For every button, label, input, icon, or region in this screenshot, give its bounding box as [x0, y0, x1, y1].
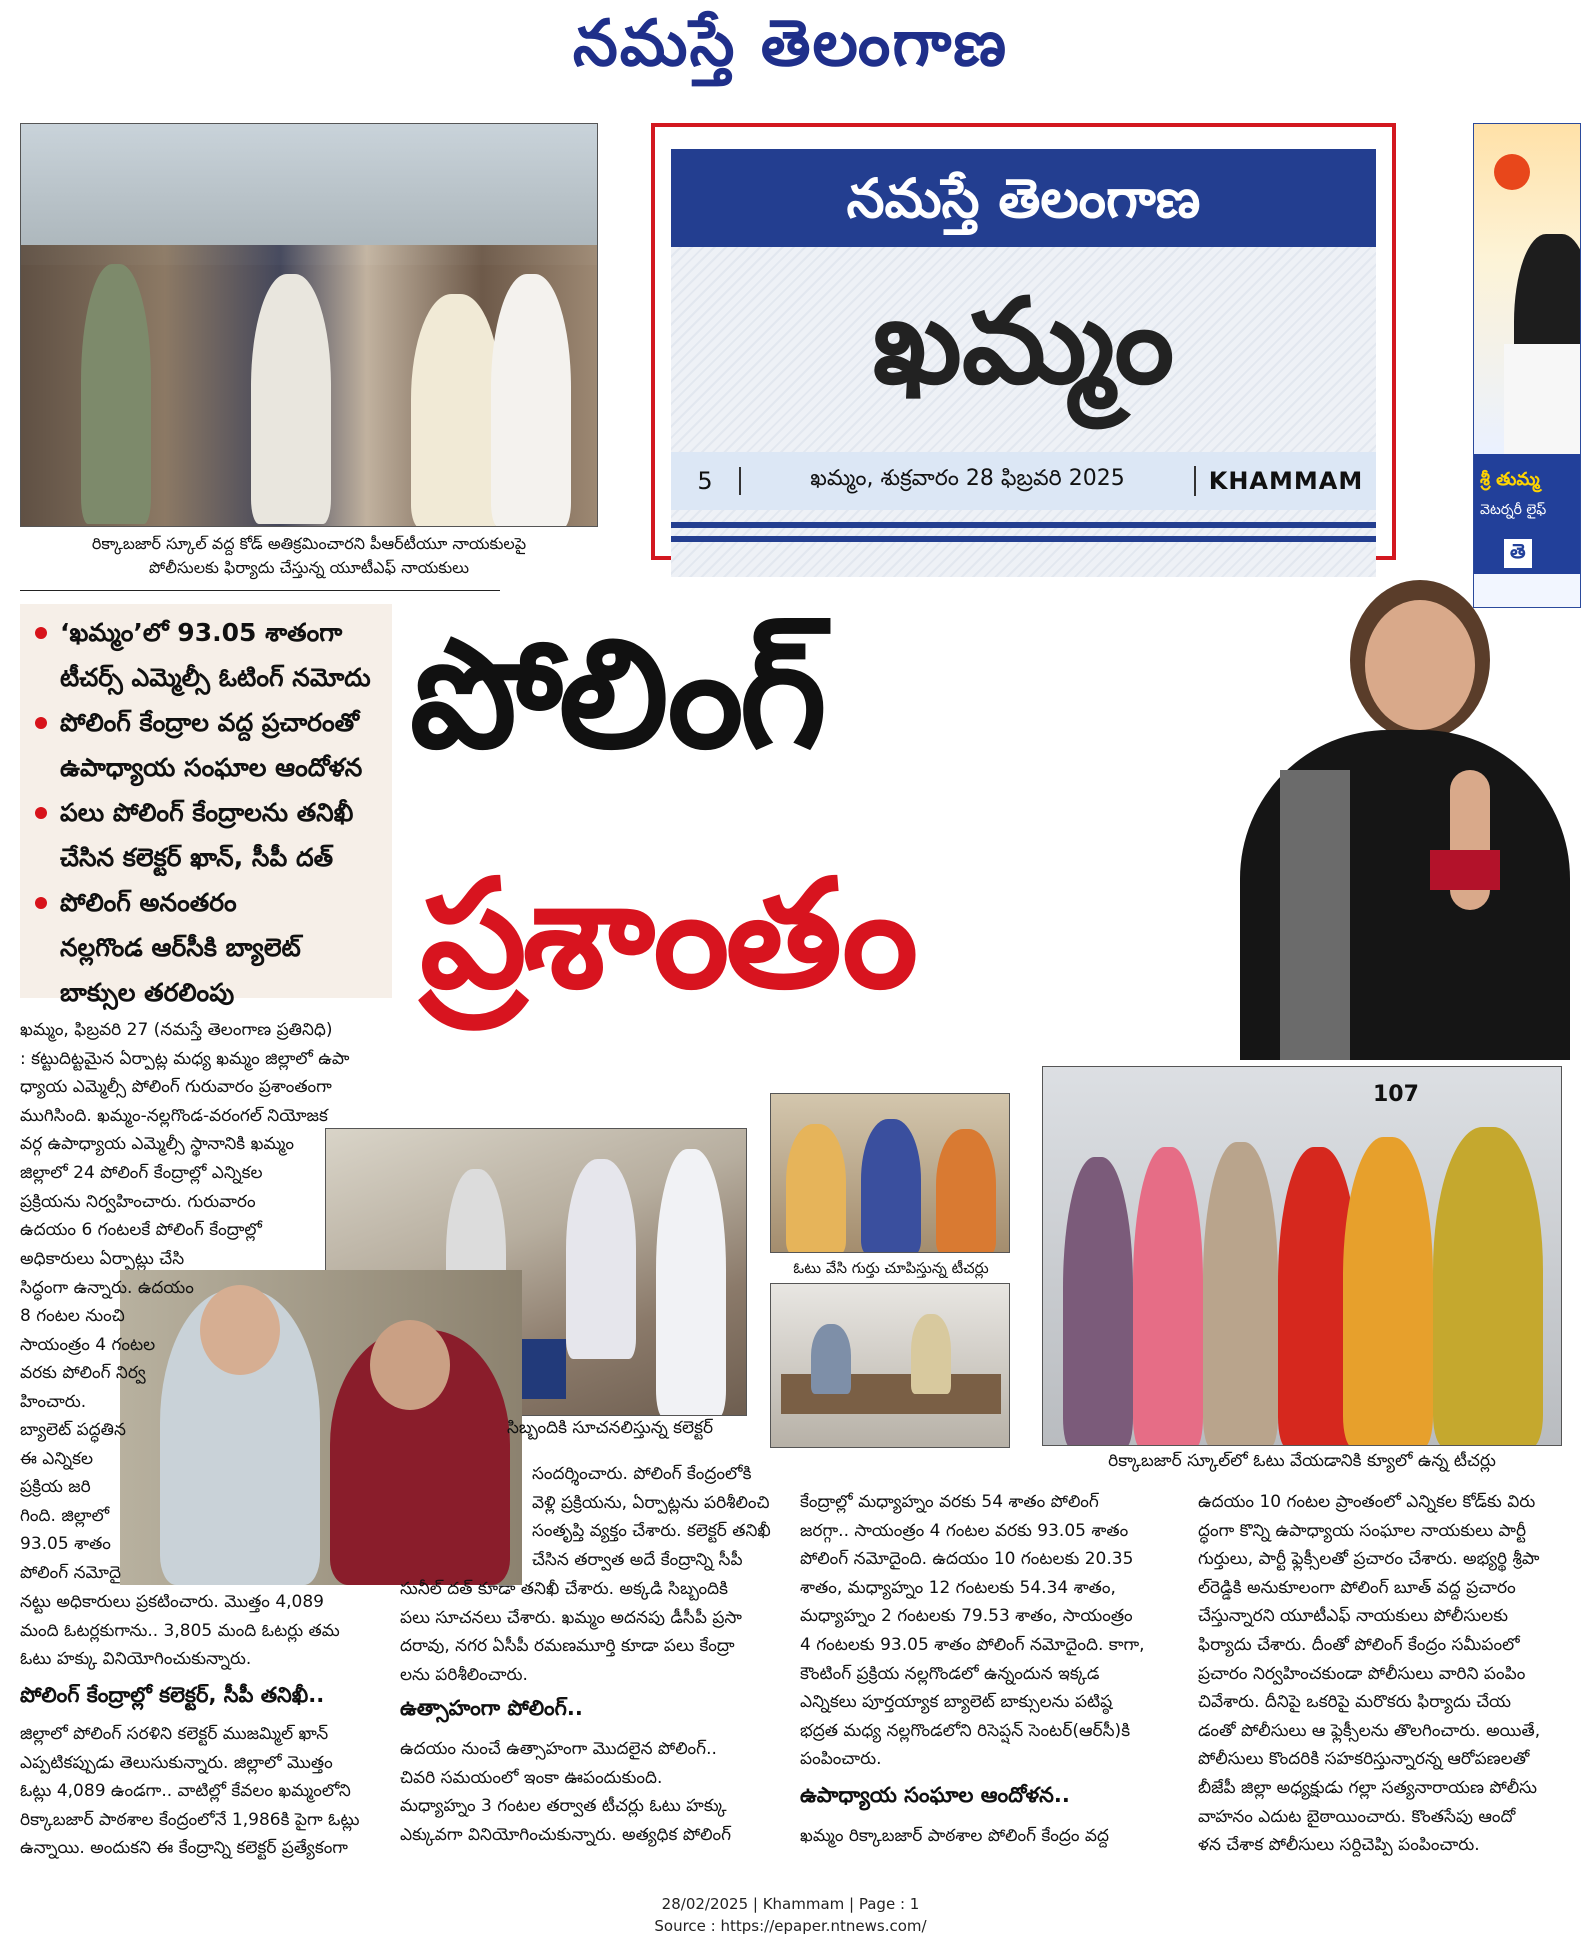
side-advertisement [1473, 123, 1581, 608]
text-line: చేస్తున్నారని యూటీఎఫ్ నాయకులు పోలీసులకు [1198, 1606, 1508, 1627]
text-line: భద్రత మధ్య నల్లగొండలోని రిసెప్షన్ సెంటర్(ఆర్‌సీ)కి [800, 1720, 1131, 1741]
highlight-item: పోలింగ్ అనంతరం నల్లగొండ ఆర్‌సీకి బ్యాలెట్ బాక్సుల తరలింపు [20, 880, 392, 1015]
text-line: మధ్యాహ్నం 2 గంటలకు 79.53 శాతం, సాయంత్రం [800, 1606, 1133, 1627]
text-line: సంతృప్తి వ్యక్తం చేశారు. కలెక్టర్ తనిఖీ [532, 1521, 771, 1542]
page-number: 5 [671, 467, 741, 495]
text-line: పోలీసులు కొందరికి సహకరిస్తున్నారన్న ఆరోపణలతో [1198, 1749, 1530, 1770]
ad-tail: తె [1504, 539, 1532, 568]
caption-line: పోలీసులకు ఫిర్యాదు చేస్తున్న యూటీఎఫ్ నాయకులు [148, 558, 470, 577]
footer-date-page: 28/02/2025 | Khammam | Page : 1 [661, 1895, 920, 1913]
text-line: రిక్కాబజార్ పాఠశాల కేంద్రంలోనే 1,986కి పైగా ఓట్లు [20, 1809, 360, 1830]
text-line: ల్‌రెడ్డికి అనుకూలంగా పోలింగ్ బూత్ వద్ద ప్రచారం [1198, 1577, 1516, 1598]
text-line: ఖమ్మం రిక్కాబజార్ పాఠశాల పోలింగ్ కేంద్రం వద్ద [800, 1826, 1109, 1846]
article-column-1-bottom [20, 1720, 385, 1863]
article-column-4 [1198, 1488, 1563, 1860]
text-line: 93.05 శాతం [20, 1534, 111, 1555]
text-line: శాతం, మధ్యాహ్నం 12 గంటలకు 54.34 శాతం, [800, 1577, 1116, 1598]
article-column-1-cont [20, 1588, 385, 1674]
text-line: చివరి సమయంలో ఇంకా ఊపందుకుంది. [400, 1767, 663, 1788]
headline-line2: ప్రశాంతం [420, 848, 915, 1022]
edition-box [651, 123, 1396, 560]
text-line: 8 గంటల నుంచి [20, 1306, 125, 1327]
dateline: ఖమ్మం, శుక్రవారం 28 ఫిబ్రవరి 2025 [741, 466, 1196, 496]
text-line: ఉదయం 6 గంటలకే పోలింగ్ కేంద్రాల్లో [20, 1220, 262, 1241]
photo-code-complaint-caption [20, 532, 598, 580]
article-column-3 [800, 1488, 1175, 1774]
text-line: ఉదయం నుంచే ఉత్సాహంగా మొదలైన పోలింగ్.. [400, 1739, 717, 1759]
text-line: ప్రచారం నిర్వహించకుండా పోలీసులు వారిని పంపిం [1198, 1663, 1526, 1684]
text-line: ఓట్లు 4,089 ఉండగా.. వాటిల్లో కేవలం ఖమ్మంలోని [20, 1781, 351, 1802]
text-line: దరావు, నగర ఏసీపీ రమణమూర్తి కూడా పలు కేంద్రా [400, 1636, 735, 1657]
text-line: ఉదయం 10 గంటల ప్రాంతంలో ఎన్నికల కోడ్‌కు విరు [1198, 1492, 1536, 1512]
text-line: ఫిర్యాదు చేశారు. దీంతో పోలింగ్ కేంద్రం సమీపంలో [1198, 1634, 1520, 1655]
edition-paper-name: నమస్తే తెలంగాణ [671, 149, 1376, 247]
subheading-collector-inspection: పోలింగ్ కేంద్రాల్లో కలెక్టర్, సీపీ తనిఖీ.. [20, 1683, 325, 1707]
text-line: హించారు. [20, 1391, 87, 1412]
photo-teachers-ink-caption: ఓటు వేసి గుర్తు చూపిస్తున్న టీచర్లు [793, 1259, 989, 1277]
photo-woman-voter [1200, 580, 1581, 1060]
text-line: : కట్టుదిట్టమైన ఏర్పాట్ల మధ్య ఖమ్మం జిల్లాలో ఉపా [20, 1048, 350, 1069]
room-number: 107 [1373, 1082, 1419, 1107]
article-column-2-bottom [400, 1735, 775, 1849]
divider [20, 590, 500, 591]
highlight-item: పోలింగ్ కేంద్రాల వద్ద ప్రచారంతో ఉపాధ్యాయ సంఘాల ఆందోళన [20, 700, 392, 790]
article-column-2-top [532, 1460, 777, 1574]
text-line: డంతో పోలీసులు ఆ ఫ్లెక్సీలను తొలగించారు. అయితే, [1198, 1720, 1541, 1741]
text-line: కేంద్రాల్లో మధ్యాహ్నం వరకు 54 శాతం పోలింగ్ [800, 1492, 1099, 1512]
photo-collector-caption: సిబ్బందికి సూచనలిస్తున్న కలెక్టర్ [506, 1418, 714, 1438]
edition-city-en: KHAMMAM [1208, 467, 1364, 495]
photo-code-complaint [20, 123, 598, 527]
text-line: సందర్శించారు. పోలింగ్ కేంద్రంలోకి [532, 1464, 752, 1484]
text-line: ఎక్కువగా వినియోగించుకున్నారు. అత్యధిక పోలింగ్ [400, 1824, 731, 1845]
text-line: జరగ్గా.. సాయంత్రం 4 గంటల వరకు 93.05 శాతం [800, 1520, 1129, 1541]
text-line: గుర్తులు, పార్టీ ఫ్లెక్సీలతో ప్రచారం చేశారు. అభ్యర్థి శ్రీపా [1198, 1549, 1540, 1570]
headline-line1: పోలింగ్ [410, 608, 823, 782]
text-line: చివేశారు. దీనిపై ఒకరిపై మరొకరు ఫిర్యాదు చేయ [1198, 1692, 1512, 1713]
text-line: గింది. జిల్లాలో [20, 1505, 110, 1526]
ad-subtitle: వెటర్నరీ లైఫ్ [1480, 502, 1547, 518]
text-line: వర్గ ఉపాధ్యాయ ఎమ్మెల్సీ స్థానానికి ఖమ్మం [20, 1134, 295, 1155]
text-line: పోలింగ్ నమోదై [20, 1562, 121, 1583]
footer-source: Source : https://epaper.ntnews.com/ [654, 1917, 927, 1935]
text-line: ధ్యాయ ఎమ్మెల్సీ పోలింగ్ గురువారం ప్రశాంతంగా [20, 1077, 332, 1098]
text-line: జిల్లాలో పోలింగ్ సరళిని కలెక్టర్ ముజమ్మిల్ ఖాన్ [20, 1724, 329, 1744]
text-line: ప్రక్రియ జరి [20, 1477, 91, 1498]
text-line: బీజేపీ జిల్లా అధ్యక్షుడు గల్లా సత్యనారాయణ పోలీసు [1198, 1777, 1538, 1798]
photo-queue-teachers [1042, 1066, 1562, 1446]
text-line: ప్రక్రియను నిర్వహించారు. గురువారం [20, 1191, 256, 1212]
text-line: బ్యాలెట్ పద్ధతిన [20, 1420, 126, 1440]
caption-line: రిక్కాబజార్ స్కూల్ వద్ద కోడ్ అతిక్రమించారని పీఆర్‌టీయూ నాయకులపై [91, 534, 527, 553]
photo-queue-caption: రిక్కాబజార్ స్కూల్‌లో ఓటు వేయడానికి క్యూలో ఉన్న టీచర్లు [1108, 1451, 1496, 1471]
text-line: కౌంటింగ్ ప్రక్రియ నల్లగొండలో ఉన్నందున ఇక్కడ [800, 1663, 1100, 1684]
subheading-enthusiastic-polling: ఉత్సాహంగా పోలింగ్.. [400, 1696, 583, 1720]
masthead-logo: నమస్తే తెలంగాణ [572, 6, 1009, 81]
highlight-item: ‘ఖమ్మం’లో 93.05 శాతంగా టీచర్స్ ఎమ్మెల్సీ ఓటింగ్ నమోదు [20, 610, 392, 700]
text-line: జిల్లాలో 24 పోలింగ్ కేంద్రాల్లో ఎన్నికల [20, 1162, 263, 1183]
text-line: వరకు పోలింగ్ నిర్వ [20, 1363, 146, 1384]
edition-strip [671, 452, 1376, 510]
text-line: వాహనం ఎదుట బైఠాయించారు. కొంతసేపు ఆందో [1198, 1806, 1516, 1827]
text-line: పలు సూచనలు చేశారు. ఖమ్మం అదనపు డీసీపీ ప్రసా [400, 1607, 742, 1628]
text-line: పంపించారు. [800, 1749, 882, 1770]
text-line: మధ్యాహ్నం 3 గంటల తర్వాత టీచర్లు ఓటు హక్కు [400, 1796, 727, 1817]
text-line: సిద్ధంగా ఉన్నారు. ఉదయం [20, 1277, 194, 1298]
article-column-3-bottom [800, 1822, 1175, 1851]
photo-teachers-ink [770, 1093, 1010, 1253]
text-line: చేసిన తర్వాత అదే కేంద్రాన్ని సీపీ [532, 1549, 743, 1570]
text-line: ఖమ్మం, ఫిబ్రవరి 27 (నమస్తే తెలంగాణ ప్రతినిధి) [20, 1020, 333, 1040]
ad-name: శ్రీ తుమ్మ [1480, 469, 1540, 490]
article-column-2 [400, 1575, 775, 1689]
text-line: నట్టు అధికారులు ప్రకటించారు. మొత్తం 4,089 [20, 1592, 324, 1612]
text-line: ఉన్నాయి. అందుకని ఈ కేంద్రాన్ని కలెక్టర్ ప్రత్యేకంగా [20, 1838, 348, 1859]
text-line: ముగిసింది. ఖమ్మం-నల్లగొండ-వరంగల్ నియోజక [20, 1105, 328, 1126]
subheading-teachers-protest: ఉపాధ్యాయ సంఘాల ఆందోళన.. [800, 1783, 1070, 1807]
text-line: 4 గంటలకు 93.05 శాతం పోలింగ్ నమోదైంది. కాగా, [800, 1634, 1145, 1655]
text-line: ళన చేశాక పోలీసులు సర్దిచెప్పి పంపించారు. [1198, 1835, 1480, 1856]
article-column-1 [20, 1016, 385, 1245]
article-column-1-narrower [20, 1416, 140, 1588]
text-line: వెళ్లి ప్రక్రియను, ఏర్పాట్లను పరిశీలించి [532, 1492, 770, 1513]
text-line: పోలింగ్ నమోదైంది. ఉదయం 10 గంటలకు 20.35 [800, 1549, 1134, 1570]
text-line: లను పరిశీలించారు. [400, 1664, 528, 1685]
highlight-item: పలు పోలింగ్ కేంద్రాలను తనిఖీ చేసిన కలెక్టర్ ఖాన్, సీపీ దత్ [20, 790, 392, 880]
highlights-box [20, 604, 392, 1007]
photo-counting-room [770, 1283, 1010, 1448]
text-line: మంది ఓటర్లకుగాను.. 3,805 మంది ఓటర్లు తమ [20, 1620, 340, 1641]
article-column-1-narrow [20, 1245, 240, 1417]
edition-city: ఖమ్మం [872, 272, 1175, 410]
text-line: ఎన్నికలు పూర్తయ్యాక బ్యాలెట్ బాక్సులను పటిష్ఠ [800, 1692, 1113, 1713]
text-line: ద్ధంగా కొన్ని ఉపాధ్యాయ సంఘాల నాయకులు పార్టీ [1198, 1520, 1527, 1541]
text-line: ఈ ఎన్నికల [20, 1448, 94, 1469]
text-line: సాయంత్రం 4 గంటల [20, 1334, 156, 1355]
text-line: అధికారులు ఏర్పాట్లు చేసి [20, 1249, 185, 1269]
text-line: ఎప్పటికప్పుడు తెలుసుకున్నారు. జిల్లాలో మొత్తం [20, 1752, 333, 1773]
text-line: ఓటు హక్కు వినియోగించుకున్నారు. [20, 1649, 252, 1670]
text-line: సునీల్ దత్ కూడా తనిఖీ చేశారు. అక్కడి సిబ్బందికి [400, 1579, 729, 1599]
